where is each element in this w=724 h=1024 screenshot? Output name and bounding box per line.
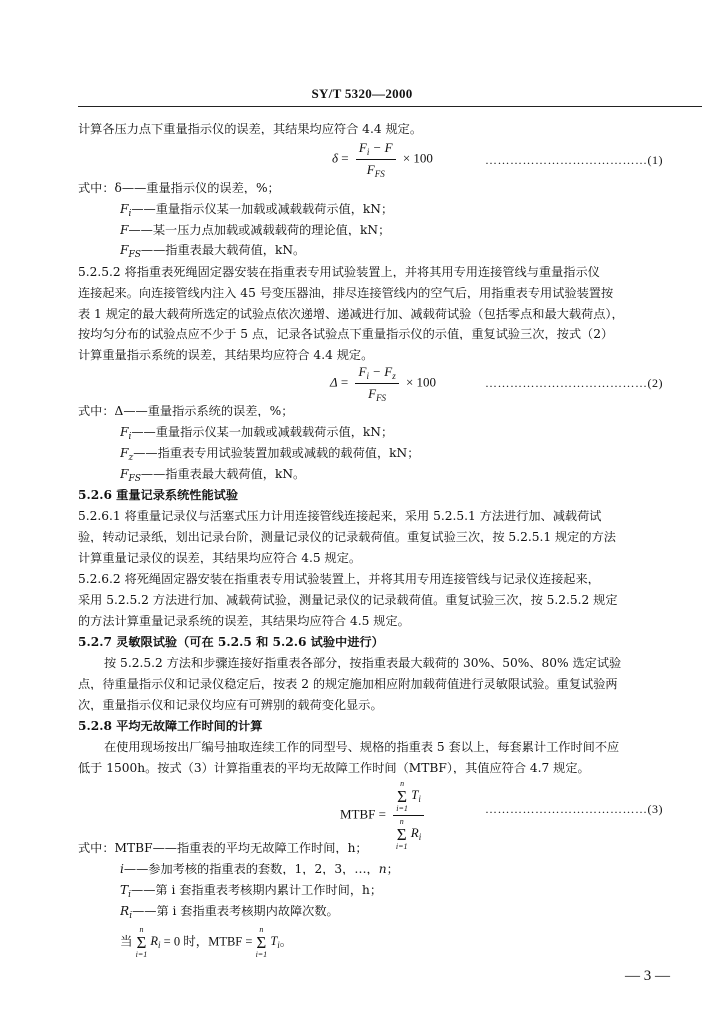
text-line: 验，转动记录纸，划出记录台阶，测量记录仪的记录载荷值。重复试验三次，按 5.2.5.1 规定的方法 [78, 531, 616, 544]
text-line: 计算重量指示系统的误差，其结果均应符合 4.4 规定。 [78, 349, 374, 362]
equation-2-number: …………………………………(2) [485, 376, 663, 390]
header-rule [78, 106, 702, 107]
text-line: 5.2.6.1 将重量记录仪与活塞式压力计用连接管线连接起来，采用 5.2.5.1 方法进行加、减载荷试 [78, 510, 602, 523]
section-heading: 5.2.7 灵敏限试验（可在 5.2.5 和 5.2.6 试验中进行） [78, 636, 384, 649]
eq2-lhs: Δ [330, 374, 338, 390]
text-line: 连接起来。向连接管线内注入 45 号变压器油，排尽连接管线内的空气后，用指重表专用试验装置按 [78, 287, 614, 300]
eq3-lhs: MTBF [340, 806, 376, 822]
equation-3-number: …………………………………(3) [485, 802, 663, 816]
where-line: 式中：MTBF——指重表的平均无故障工作时间，h； [78, 842, 368, 855]
equation-1: δ = $\frac{F_i - F}{F_{FS}}$ × 100 [332, 140, 433, 179]
where-line: $R_i——$第 i 套指重表考核期内故障次数。 [120, 905, 339, 921]
text-line: 表 1 规定的最大载荷所选定的试验点依次递增、递减进行加、减载荷试验（包括零点和最大载荷点）， [78, 308, 624, 321]
text-line: 按均匀分布的试验点应不少于 5 点，记录各试验点下重量指示仪的示值，重复试验三次，按式（2） [78, 328, 614, 341]
where-line: $F_i——$重量指示仪某一加载或减载载荷示值，kN； [120, 203, 394, 219]
where-line: i——参加考核的指重表的套数，1，2，3，…，n； [120, 863, 399, 876]
where-line: $F_{FS}——$指重表最大载荷值，kN。 [120, 244, 306, 260]
text-line: 计算重量记录仪的误差，其结果均应符合 4.5 规定。 [78, 552, 362, 565]
eq1-lhs: δ [332, 150, 339, 166]
where-line: $F_z——$指重表专用试验装置加载或减载的载荷值，kN； [120, 447, 420, 463]
condition-line: 当 n Σ i=1 $R_i = 0$ 时，MTBF = n Σ i=1 $T_i$。 [120, 925, 293, 959]
equation-3: MTBF = n Σ i=1 $T_i$ n Σ i=1 $R_i$ [340, 780, 428, 851]
where-line: 式中：δ——重量指示仪的误差，%； [78, 182, 280, 195]
text-line: 5.2.5.2 将指重表死绳固定器安装在指重表专用试验装置上，并将其用专用连接管线与重量指示仪 [78, 266, 600, 279]
text-line: 低于 1500h。按式（3）计算指重表的平均无故障工作时间（MTBF），其值应符合 4.7 规定。 [78, 762, 590, 775]
text-line: 在使用现场按出厂编号抽取连续工作的同型号、规格的指重表 5 套以上，每套累计工作时间不应 [104, 741, 620, 754]
page-number: — 3 — [625, 968, 670, 984]
where-line: 式中：Δ——重量指示系统的误差，%； [78, 405, 294, 418]
where-line: $T_i——$第 i 套指重表考核期内累计工作时间，h； [120, 884, 383, 900]
text-line: 的方法计算重量记录系统的误差，其结果均应符合 4.5 规定。 [78, 615, 410, 628]
text-line: 采用 5.2.5.2 方法进行加、减载荷试验，测量记录仪的记录载荷值。重复试验三次，按 5.2.5.2 规定 [78, 594, 618, 607]
text-line: 计算各压力点下重量指示仪的误差，其结果均应符合 4.4 规定。 [78, 123, 423, 136]
section-heading: 5.2.6 重量记录系统性能试验 [78, 489, 239, 502]
where-line: $F_{FS}——$指重表最大载荷值，kN。 [120, 468, 306, 484]
text-line: 次，重量指示仪和记录仪均应有可辨别的载荷变化显示。 [78, 699, 383, 712]
section-heading: 5.2.8 平均无故障工作时间的计算 [78, 720, 263, 733]
where-line: $F_i——$重量指示仪某一加载或减载载荷示值，kN； [120, 426, 394, 442]
standard-header: SY/T 5320—2000 [311, 86, 413, 101]
equation-2: Δ = $\frac{F_i - F_z}{F_{FS}}$ × 100 [330, 364, 437, 403]
where-line: F——某一压力点加载或减载载荷的理论值，kN； [120, 224, 391, 237]
equation-1-number: …………………………………(1) [485, 153, 663, 167]
text-line: 点，待重量指示仪和记录仪稳定后，按表 2 的规定施加相应附加载荷值进行灵敏限试验。重复试验两 [78, 678, 618, 691]
text-line: 按 5.2.5.2 方法和步骤连接好指重表各部分，按指重表最大载荷的 30%、50%、80% 选定试验 [104, 657, 622, 670]
text-line: 5.2.6.2 将死绳固定器安装在指重表专用试验装置上，并将其用专用连接管线与记录仪连接起来， [78, 573, 600, 586]
